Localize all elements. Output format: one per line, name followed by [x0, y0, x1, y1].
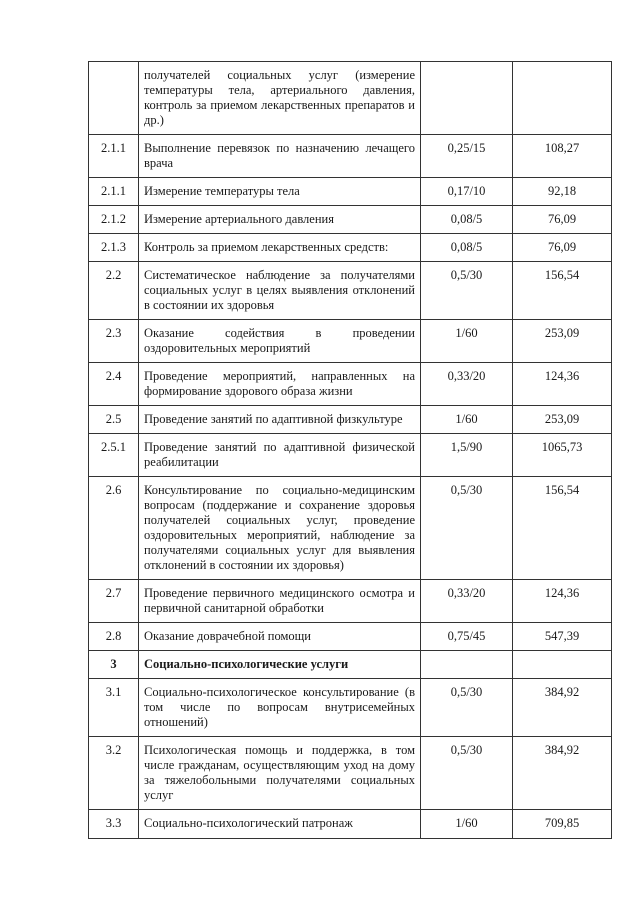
service-price: 156,54: [513, 262, 612, 320]
service-price: 253,09: [513, 406, 612, 434]
table-row: [89, 262, 612, 320]
service-name: Измерение артериального давления: [139, 206, 421, 234]
service-price: [513, 62, 612, 135]
service-price: 1065,73: [513, 434, 612, 477]
row-number: 2.6: [89, 477, 139, 580]
service-name: Социально-психологическое консультирование (в том числе по вопросам внутрисемейных отношений): [139, 679, 421, 737]
service-price: 92,18: [513, 178, 612, 206]
service-name: Проведение мероприятий, направленных на формирование здорового образа жизни: [139, 363, 421, 406]
service-time: 0,08/5: [421, 206, 513, 234]
row-number: 2.5: [89, 406, 139, 434]
service-name: Оказание содействия в проведении оздоровительных мероприятий: [139, 320, 421, 363]
table-row: [89, 737, 612, 810]
service-price: 76,09: [513, 206, 612, 234]
row-number: 2.2: [89, 262, 139, 320]
service-name: Консультирование по социально-медицинским вопросам (поддержание и сохранение здоровья получателей социальных услуг, проведение оздоровительных мероприятий, наблюдение за получателями социальных услуг для выявления отклонений в состоянии их здоровья): [139, 477, 421, 580]
service-price: 253,09: [513, 320, 612, 363]
service-time: 0,25/15: [421, 135, 513, 178]
row-number: 3.2: [89, 737, 139, 810]
table-row: [89, 679, 612, 737]
service-name: Оказание доврачебной помощи: [139, 623, 421, 651]
service-time: 1/60: [421, 320, 513, 363]
service-price: 156,54: [513, 477, 612, 580]
row-number: 3.3: [89, 810, 139, 839]
row-number: 2.5.1: [89, 434, 139, 477]
service-time: [421, 62, 513, 135]
service-time: 0,08/5: [421, 234, 513, 262]
row-number: [89, 62, 139, 135]
service-time: 0,33/20: [421, 580, 513, 623]
service-price: [513, 651, 612, 679]
service-name: Систематическое наблюдение за получателями социальных услуг в целях выявления отклонений в состоянии их здоровья: [139, 262, 421, 320]
service-name: Проведение первичного медицинского осмотра и первичной санитарной обработки: [139, 580, 421, 623]
service-time: 0,5/30: [421, 477, 513, 580]
service-time: 0,75/45: [421, 623, 513, 651]
service-price: 108,27: [513, 135, 612, 178]
service-time: 1/60: [421, 406, 513, 434]
table-row: [89, 580, 612, 623]
table-row: [89, 477, 612, 580]
row-number: 2.4: [89, 363, 139, 406]
row-number: 3.1: [89, 679, 139, 737]
service-time: 0,5/30: [421, 737, 513, 810]
service-time: 0,5/30: [421, 679, 513, 737]
row-number: 2.1.3: [89, 234, 139, 262]
row-number: 2.1.2: [89, 206, 139, 234]
table-row: [89, 62, 612, 135]
table-row: [89, 234, 612, 262]
service-time: [421, 651, 513, 679]
section-row: [89, 651, 612, 679]
table-row: [89, 206, 612, 234]
row-number: 2.8: [89, 623, 139, 651]
service-name: Измерение температуры тела: [139, 178, 421, 206]
table-row: [89, 320, 612, 363]
service-name: Проведение занятий по адаптивной физической реабилитации: [139, 434, 421, 477]
section-number: 3: [89, 651, 139, 679]
service-name: Социально-психологический патронаж: [139, 810, 421, 839]
service-name: получателей социальных услуг (измерение температуры тела, артериального давления, контроль за приемом лекарственных препаратов и др.): [139, 62, 421, 135]
row-number: 2.1.1: [89, 135, 139, 178]
service-time: 0,5/30: [421, 262, 513, 320]
table-row: [89, 406, 612, 434]
table-row: [89, 810, 612, 839]
service-price: 384,92: [513, 737, 612, 810]
service-name: Контроль за приемом лекарственных средств:: [139, 234, 421, 262]
service-time: 0,17/10: [421, 178, 513, 206]
table-row: [89, 363, 612, 406]
row-number: 2.1.1: [89, 178, 139, 206]
row-number: 2.3: [89, 320, 139, 363]
service-price: 124,36: [513, 580, 612, 623]
service-price: 384,92: [513, 679, 612, 737]
services-table: [88, 61, 612, 839]
table-row: [89, 178, 612, 206]
service-time: 1,5/90: [421, 434, 513, 477]
service-price: 709,85: [513, 810, 612, 839]
service-price: 124,36: [513, 363, 612, 406]
row-number: 2.7: [89, 580, 139, 623]
service-name: Выполнение перевязок по назначению лечащего врача: [139, 135, 421, 178]
service-name: Проведение занятий по адаптивной физкультуре: [139, 406, 421, 434]
section-title: Социально-психологические услуги: [139, 651, 421, 679]
service-price: 76,09: [513, 234, 612, 262]
service-time: 1/60: [421, 810, 513, 839]
service-name: Психологическая помощь и поддержка, в том числе гражданам, осуществляющим уход на дому за тяжелобольными получателями социальных услуг: [139, 737, 421, 810]
table-row: [89, 434, 612, 477]
table-row: [89, 135, 612, 178]
service-time: 0,33/20: [421, 363, 513, 406]
table-row: [89, 623, 612, 651]
service-price: 547,39: [513, 623, 612, 651]
